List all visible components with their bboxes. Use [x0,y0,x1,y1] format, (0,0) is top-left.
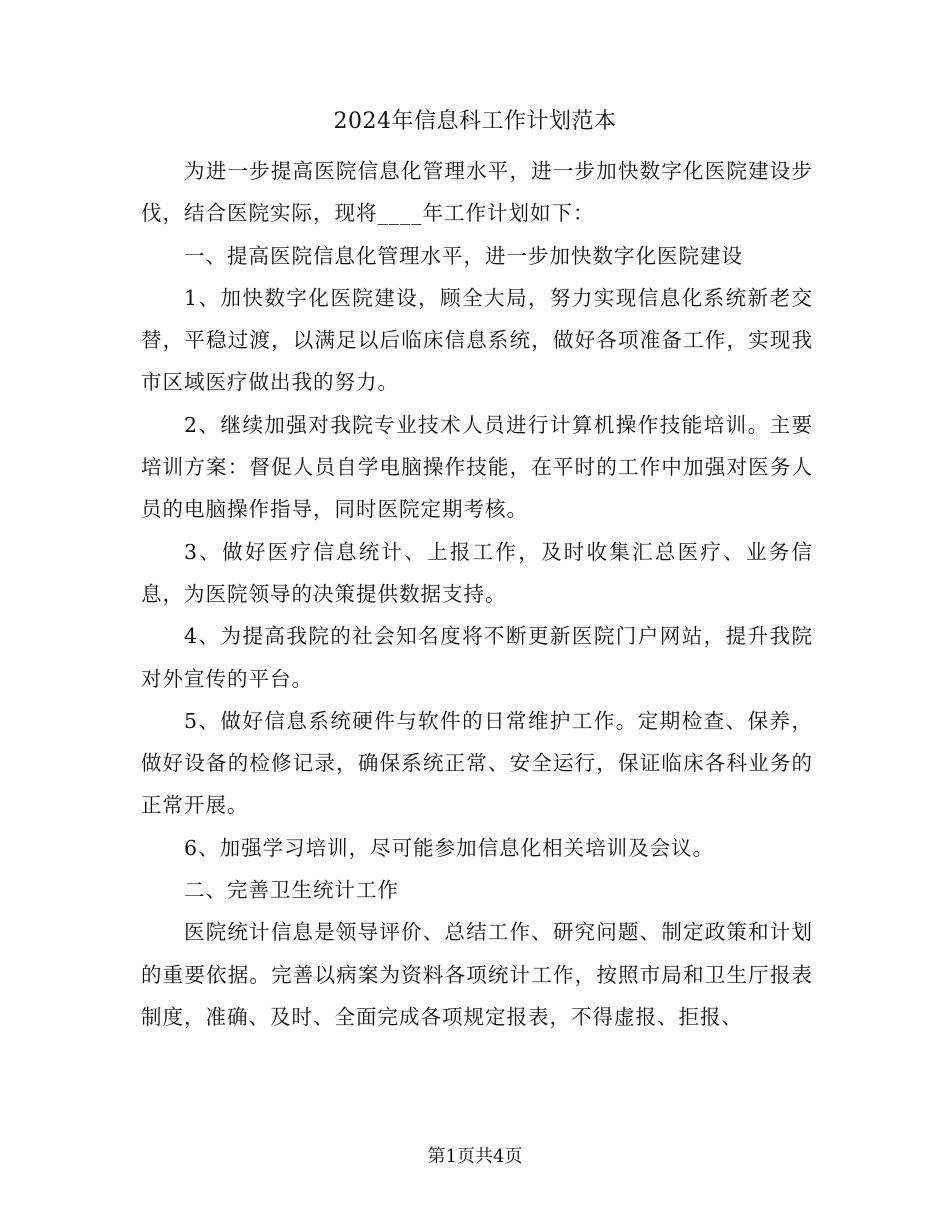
document-title: 2024年信息科工作计划范本 [333,109,617,134]
section-heading-1: 一、提高医院信息化管理水平，进一步加快数字化医院建设 [184,243,744,268]
paragraph-item-1: 1、加快数字化医院建设，顾全大局，努力实现信息化系统新老交替，平稳过渡，以满足以后临床信息系统，做好各项准备工作，实现我市区域医疗做出我的努力。 [141,285,813,395]
page-number: 第1页共4页 [427,1146,523,1167]
paragraph-item-5: 5、做好信息系统硬件与软件的日常维护工作。定期检查、保养，做好设备的检修记录，确保系统正常、安全运行，保证临床各科业务的正常开展。 [141,708,813,818]
paragraph-item-6: 6、加强学习培训，尽可能参加信息化相关培训及会议。 [184,835,715,860]
section-heading-2: 二、完善卫生统计工作 [184,878,400,903]
paragraph-statistics: 医院统计信息是领导评价、总结工作、研究问题、制定政策和计划的重要依据。完善以病案为资料各项统计工作，按照市局和卫生厅报表制度，准确、及时、全面完成各项规定报表，不得虚报、拒报、 [141,920,813,1029]
document-body [141,150,813,1038]
paragraph-item-2: 2、继续加强对我院专业技术人员进行计算机操作技能培训。主要培训方案：督促人员自学电脑操作技能，在平时的工作中加强对医务人员的电脑操作指导，同时医院定期考核。 [141,412,813,522]
paragraph-item-4: 4、为提高我院的社会知名度将不断更新医院门户网站，提升我院对外宣传的平台。 [141,624,813,691]
paragraph-item-3: 3、做好医疗信息统计、上报工作，及时收集汇总医疗、业务信息，为医院领导的决策提供数据支持。 [141,539,813,606]
paragraph-intro: 为进一步提高医院信息化管理水平，进一步加快数字化医院建设步伐，结合医院实际，现将____年工作计划如下： [141,159,813,226]
